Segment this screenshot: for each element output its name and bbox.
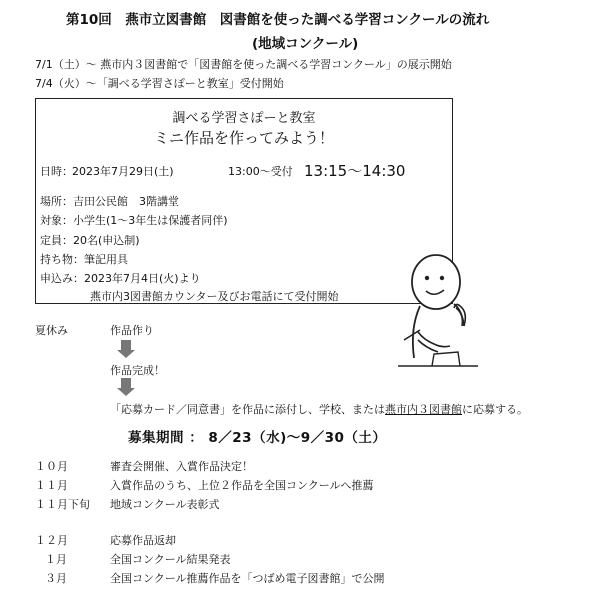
event-time: 13:15～14:30 (304, 162, 406, 180)
head-shape (412, 255, 460, 309)
flow-step-complete: 作品完成！ (110, 364, 165, 377)
detail-value-place: ：吉田公民館 3階講堂 (62, 195, 179, 208)
detail-label-place: 場所 (40, 195, 62, 208)
apply-note: 燕市内3図書館カウンター及びお電話にて受付開始 (90, 290, 339, 303)
schedule-what: 全国コンクール結果発表 (110, 553, 231, 566)
schedule-when: １０月 (35, 460, 68, 473)
detail-value-items: ：筆記用具 (73, 253, 128, 266)
submit-text-pre: 「応募カード／同意書」を作品に添付し、学校、または (110, 403, 385, 416)
page-title: 第10回 燕市立図書館 図書館を使った調べる学習コンクールの流れ (66, 12, 490, 28)
event-box (35, 98, 453, 304)
flow-step-make: 作品作り (110, 324, 154, 337)
flow-arrow-down-icon (121, 340, 131, 350)
schedule-what: 応募作品返却 (110, 534, 176, 547)
event-heading: 調べる学習さぽーと教室 (172, 111, 316, 126)
detail-value-apply: ：2023年7月4日(火)より (73, 272, 201, 285)
event-date-label: 日時： (40, 165, 73, 178)
page-subtitle: (地域コンクール) (252, 36, 359, 52)
libraries-link: 燕市内３図書館 (385, 403, 462, 416)
schedule-when: ３月 (45, 572, 67, 585)
schedule-what: 入賞作品のうち、上位２作品を全国コンクールへ推薦 (110, 479, 374, 492)
flow-arrow-down-icon (121, 378, 131, 388)
announcement-2: 7/4（火）～「調べる学習さぽーと教室」受付開始 (35, 77, 284, 90)
schedule-when: １２月 (35, 534, 68, 547)
submit-text-post: に応募する。 (462, 403, 528, 416)
event-date-value: 2023年7月29日(土) (72, 165, 174, 178)
schedule-when: １１月下旬 (35, 498, 90, 511)
schedule-when: １１月 (35, 479, 68, 492)
detail-label-items: 持ち物 (40, 253, 73, 266)
schedule-what: 審査会開催、入賞作品決定！ (110, 460, 253, 473)
event-subheading: ミニ作品を作ってみよう！ (153, 129, 334, 147)
schedule-when: １月 (45, 553, 67, 566)
schedule-what: 地域コンクール表彰式 (110, 498, 220, 511)
flow-step-submit (110, 401, 528, 417)
event-reception: 13:00～受付 (228, 165, 293, 178)
detail-label-apply: 申込み (40, 272, 73, 285)
character-illustration (398, 248, 508, 388)
detail-value-target: ：小学生(1～3年生は保護者同伴) (62, 214, 228, 227)
application-period: 募集期間 ： 8／23（水)～9／30（土） (128, 430, 387, 446)
detail-label-capacity: 定員 (40, 234, 62, 247)
detail-label-target: 対象 (40, 214, 62, 227)
detail-value-capacity: ：20名(申込制) (62, 234, 140, 247)
announcement-1: 7/1（土）～ 燕市内３図書館で「図書館を使った調べる学習コンクール」の展示開始 (35, 58, 452, 71)
summer-label: 夏休み (35, 324, 68, 337)
schedule-what: 全国コンクール推薦作品を「つばめ電子図書館」で公開 (110, 572, 385, 585)
